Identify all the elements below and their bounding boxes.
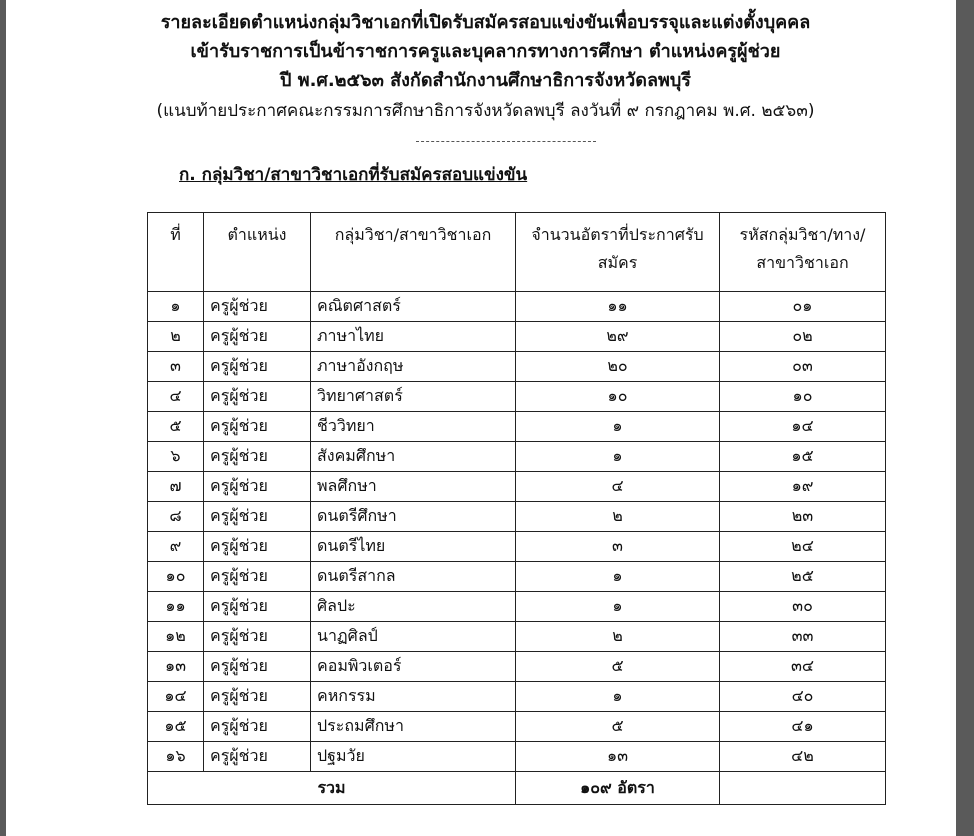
cell-count: ๑ bbox=[516, 442, 720, 472]
table-row bbox=[148, 292, 886, 322]
document-page bbox=[6, 0, 965, 836]
table-row bbox=[148, 382, 886, 412]
cell-subject: สังคมศึกษา bbox=[311, 442, 516, 472]
cell-count: ๑๐ bbox=[516, 382, 720, 412]
section-heading: ก. กลุ่มวิชา/สาขาวิชาเอกที่รับสมัครสอบแข่งขัน bbox=[179, 165, 528, 185]
cell-code: ๔๑ bbox=[720, 712, 886, 742]
table-row bbox=[148, 502, 886, 532]
table-row bbox=[148, 712, 886, 742]
cell-no: ๑๓ bbox=[148, 652, 204, 682]
cell-code: ๒๔ bbox=[720, 532, 886, 562]
cell-position: ครูผู้ช่วย bbox=[204, 442, 311, 472]
document-title-line-3: ปี พ.ศ.๒๕๖๓ สังกัดสำนักงานศึกษาธิการจังหวัดลพบุรี bbox=[280, 70, 691, 91]
cell-subject: ดนตรีศึกษา bbox=[311, 502, 516, 532]
cell-subject: พลศึกษา bbox=[311, 472, 516, 502]
document-subtitle: (แนบท้ายประกาศคณะกรรมการศึกษาธิการจังหวัดลพบุรี ลงวันที่ ๙ กรกฎาคม พ.ศ. ๒๕๖๓) bbox=[156, 101, 815, 121]
cell-subject: นาฏศิลป์ bbox=[311, 622, 516, 652]
cell-no: ๘ bbox=[148, 502, 204, 532]
cell-subject: ดนตรีสากล bbox=[311, 562, 516, 592]
cell-subject: คอมพิวเตอร์ bbox=[311, 652, 516, 682]
cell-no: ๓ bbox=[148, 352, 204, 382]
cell-count: ๕ bbox=[516, 712, 720, 742]
cell-subject: ภาษาอังกฤษ bbox=[311, 352, 516, 382]
cell-subject: ภาษาไทย bbox=[311, 322, 516, 352]
total-label: รวม bbox=[148, 772, 516, 805]
table-header-row bbox=[148, 213, 886, 292]
cell-code: ๑๕ bbox=[720, 442, 886, 472]
cell-position: ครูผู้ช่วย bbox=[204, 592, 311, 622]
cell-count: ๓ bbox=[516, 532, 720, 562]
cell-no: ๑๐ bbox=[148, 562, 204, 592]
table-body bbox=[148, 292, 886, 805]
cell-position: ครูผู้ช่วย bbox=[204, 412, 311, 442]
cell-count: ๑ bbox=[516, 592, 720, 622]
cell-subject: ประถมศึกษา bbox=[311, 712, 516, 742]
cell-no: ๑๒ bbox=[148, 622, 204, 652]
cell-no: ๗ bbox=[148, 472, 204, 502]
cell-count: ๒ bbox=[516, 502, 720, 532]
cell-code: ๑๐ bbox=[720, 382, 886, 412]
header-cell-no: ที่ bbox=[148, 213, 204, 292]
cell-no: ๕ bbox=[148, 412, 204, 442]
header-cell-subject: กลุ่มวิชา/สาขาวิชาเอก bbox=[311, 213, 516, 292]
cell-subject: ปฐมวัย bbox=[311, 742, 516, 772]
table-row bbox=[148, 592, 886, 622]
table-row bbox=[148, 322, 886, 352]
cell-count: ๔ bbox=[516, 472, 720, 502]
table-row bbox=[148, 352, 886, 382]
dashed-divider bbox=[416, 141, 596, 142]
table-total-row bbox=[148, 772, 886, 805]
cell-code: ๓๓ bbox=[720, 622, 886, 652]
total-value: ๑๐๙ อัตรา bbox=[516, 772, 720, 805]
cell-code: ๐๒ bbox=[720, 322, 886, 352]
table-row bbox=[148, 622, 886, 652]
header-code-text: รหัสกลุ่มวิชา/ทาง/สาขาวิชาเอก bbox=[739, 225, 866, 272]
cell-no: ๙ bbox=[148, 532, 204, 562]
cell-position: ครูผู้ช่วย bbox=[204, 682, 311, 712]
cell-subject: คณิตศาสตร์ bbox=[311, 292, 516, 322]
cell-subject: ชีววิทยา bbox=[311, 412, 516, 442]
cell-count: ๕ bbox=[516, 652, 720, 682]
cell-code: ๐๓ bbox=[720, 352, 886, 382]
table-row bbox=[148, 442, 886, 472]
document-title-line-1: รายละเอียดตำแหน่งกลุ่มวิชาเอกที่เปิดรับสมัครสอบแข่งขันเพื่อบรรจุและแต่งตั้งบุคคล bbox=[160, 12, 811, 33]
cell-position: ครูผู้ช่วย bbox=[204, 352, 311, 382]
table-row bbox=[148, 412, 886, 442]
cell-position: ครูผู้ช่วย bbox=[204, 712, 311, 742]
cell-code: ๔๒ bbox=[720, 742, 886, 772]
cell-position: ครูผู้ช่วย bbox=[204, 322, 311, 352]
total-empty-cell bbox=[720, 772, 886, 805]
cell-subject: ศิลปะ bbox=[311, 592, 516, 622]
cell-code: ๒๓ bbox=[720, 502, 886, 532]
page-edge bbox=[956, 0, 965, 836]
cell-no: ๔ bbox=[148, 382, 204, 412]
cell-position: ครูผู้ช่วย bbox=[204, 562, 311, 592]
cell-count: ๒๐ bbox=[516, 352, 720, 382]
cell-subject: วิทยาศาสตร์ bbox=[311, 382, 516, 412]
cell-code: ๑๔ bbox=[720, 412, 886, 442]
table-row bbox=[148, 652, 886, 682]
cell-position: ครูผู้ช่วย bbox=[204, 652, 311, 682]
cell-code: ๒๕ bbox=[720, 562, 886, 592]
cell-no: ๑๖ bbox=[148, 742, 204, 772]
cell-no: ๑ bbox=[148, 292, 204, 322]
cell-position: ครูผู้ช่วย bbox=[204, 382, 311, 412]
table-row bbox=[148, 682, 886, 712]
cell-subject: คหกรรม bbox=[311, 682, 516, 712]
cell-count: ๑๑ bbox=[516, 292, 720, 322]
cell-no: ๑๔ bbox=[148, 682, 204, 712]
cell-subject: ดนตรีไทย bbox=[311, 532, 516, 562]
cell-count: ๑๓ bbox=[516, 742, 720, 772]
positions-table bbox=[147, 212, 886, 805]
document-title-line-2: เข้ารับราชการเป็นข้าราชการครูและบุคลากรทางการศึกษา ตำแหน่งครูผู้ช่วย bbox=[190, 41, 781, 62]
table-row bbox=[148, 742, 886, 772]
cell-count: ๒ bbox=[516, 622, 720, 652]
header-cell-position: ตำแหน่ง bbox=[204, 213, 311, 292]
cell-code: ๐๑ bbox=[720, 292, 886, 322]
table-row bbox=[148, 532, 886, 562]
header-cell-code bbox=[720, 213, 886, 292]
cell-position: ครูผู้ช่วย bbox=[204, 292, 311, 322]
cell-count: ๑ bbox=[516, 412, 720, 442]
cell-code: ๓๐ bbox=[720, 592, 886, 622]
cell-position: ครูผู้ช่วย bbox=[204, 622, 311, 652]
cell-code: ๔๐ bbox=[720, 682, 886, 712]
table-row bbox=[148, 562, 886, 592]
cell-count: ๒๙ bbox=[516, 322, 720, 352]
cell-position: ครูผู้ช่วย bbox=[204, 742, 311, 772]
cell-position: ครูผู้ช่วย bbox=[204, 532, 311, 562]
header-count-text: จำนวนอัตราที่ประกาศรับสมัคร bbox=[531, 225, 704, 272]
cell-count: ๑ bbox=[516, 562, 720, 592]
cell-no: ๖ bbox=[148, 442, 204, 472]
cell-position: ครูผู้ช่วย bbox=[204, 472, 311, 502]
cell-no: ๒ bbox=[148, 322, 204, 352]
cell-code: ๓๔ bbox=[720, 652, 886, 682]
cell-code: ๑๙ bbox=[720, 472, 886, 502]
cell-count: ๑ bbox=[516, 682, 720, 712]
cell-no: ๑๑ bbox=[148, 592, 204, 622]
header-cell-count bbox=[516, 213, 720, 292]
cell-position: ครูผู้ช่วย bbox=[204, 502, 311, 532]
table-row bbox=[148, 472, 886, 502]
cell-no: ๑๕ bbox=[148, 712, 204, 742]
